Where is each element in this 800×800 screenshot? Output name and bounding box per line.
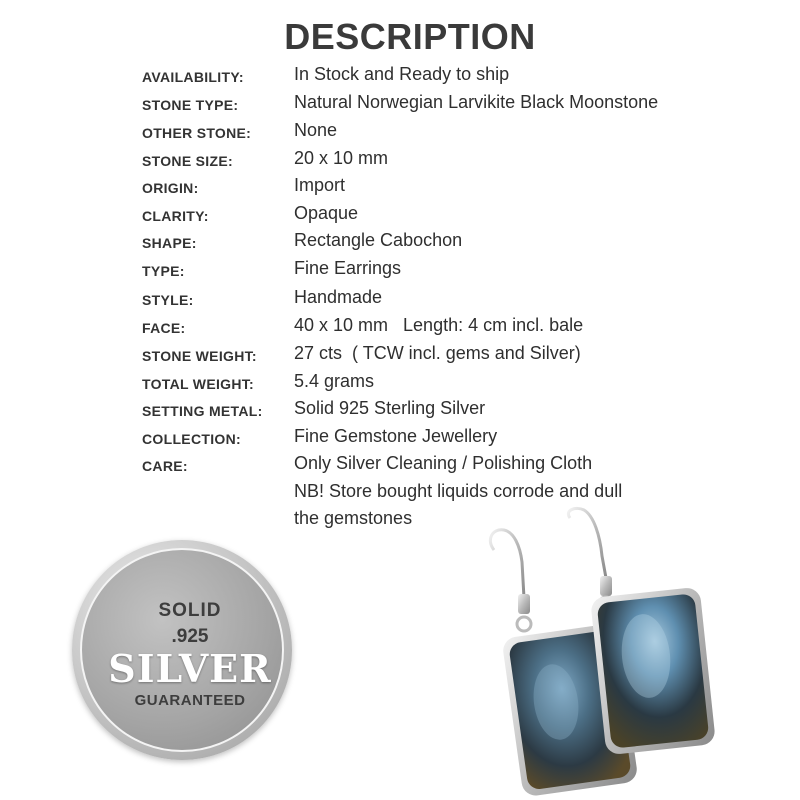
badge-925-text: .925 [171, 626, 209, 647]
spec-value: Solid 925 Sterling Silver [294, 398, 486, 418]
spec-label: AVAILABILITY: [142, 69, 244, 85]
spec-row-stone-type [142, 92, 782, 116]
spec-value: Fine Earrings [294, 258, 402, 278]
care-note-line: NB! Store bought liquids corrode and dull [294, 481, 623, 501]
spec-value: 40 x 10 mm Length: 4 cm incl. bale [294, 315, 584, 335]
spec-label: STONE WEIGHT: [142, 348, 257, 364]
spec-row-setting-metal [142, 398, 782, 422]
spec-value: 20 x 10 mm [294, 148, 389, 168]
spec-label: SHAPE: [142, 235, 197, 251]
spec-row-total-weight [142, 371, 782, 395]
badge-guaranteed-text: GUARANTEED [134, 692, 246, 709]
spec-value: 27 cts ( TCW incl. gems and Silver) [294, 343, 581, 363]
spec-value: None [294, 120, 338, 140]
spec-row-clarity [142, 203, 782, 227]
spec-value: 5.4 grams [294, 371, 375, 391]
earrings-product-image [478, 506, 728, 796]
spec-value: Rectangle Cabochon [294, 230, 463, 250]
spec-row-type [142, 258, 782, 282]
spec-row-face [142, 315, 782, 339]
spec-row-style [142, 287, 782, 311]
spec-row-availability [142, 64, 782, 88]
badge-solid-text: SOLID [158, 600, 222, 621]
spec-label: STYLE: [142, 292, 194, 308]
spec-label: TYPE: [142, 263, 185, 279]
spec-value: Handmade [294, 287, 383, 307]
spec-value: Fine Gemstone Jewellery [294, 426, 498, 446]
spec-value: Only Silver Cleaning / Polishing Cloth [294, 453, 593, 473]
spec-label: SETTING METAL: [142, 403, 263, 419]
spec-label: STONE SIZE: [142, 153, 233, 169]
spec-label: TOTAL WEIGHT: [142, 376, 255, 392]
spec-value: In Stock and Ready to ship [294, 64, 510, 84]
silver-guarantee-badge [72, 540, 292, 760]
spec-label: ORIGIN: [142, 180, 199, 196]
spec-label: OTHER STONE: [142, 125, 252, 141]
spec-row-other-stone [142, 120, 782, 144]
spec-label: COLLECTION: [142, 431, 241, 447]
badge-inner-ring [80, 548, 284, 752]
spec-value: Import [294, 175, 346, 195]
spec-label: CLARITY: [142, 208, 209, 224]
spec-label: FACE: [142, 320, 186, 336]
spec-label: CARE: [142, 458, 188, 474]
spec-row-stone-size [142, 148, 782, 172]
spec-row-care [142, 453, 782, 477]
spec-value: Opaque [294, 203, 359, 223]
care-note-line: the gemstones [294, 508, 413, 528]
spec-row-origin [142, 175, 782, 199]
spec-value: Natural Norwegian Larvikite Black Moonstone [294, 92, 659, 112]
spec-label: STONE TYPE: [142, 97, 239, 113]
spec-row-stone-weight [142, 343, 782, 367]
spec-row-shape [142, 230, 782, 254]
badge-silver-text: SILVER [108, 646, 272, 691]
spec-row-collection [142, 426, 782, 450]
page-title: DESCRIPTION [284, 16, 536, 57]
